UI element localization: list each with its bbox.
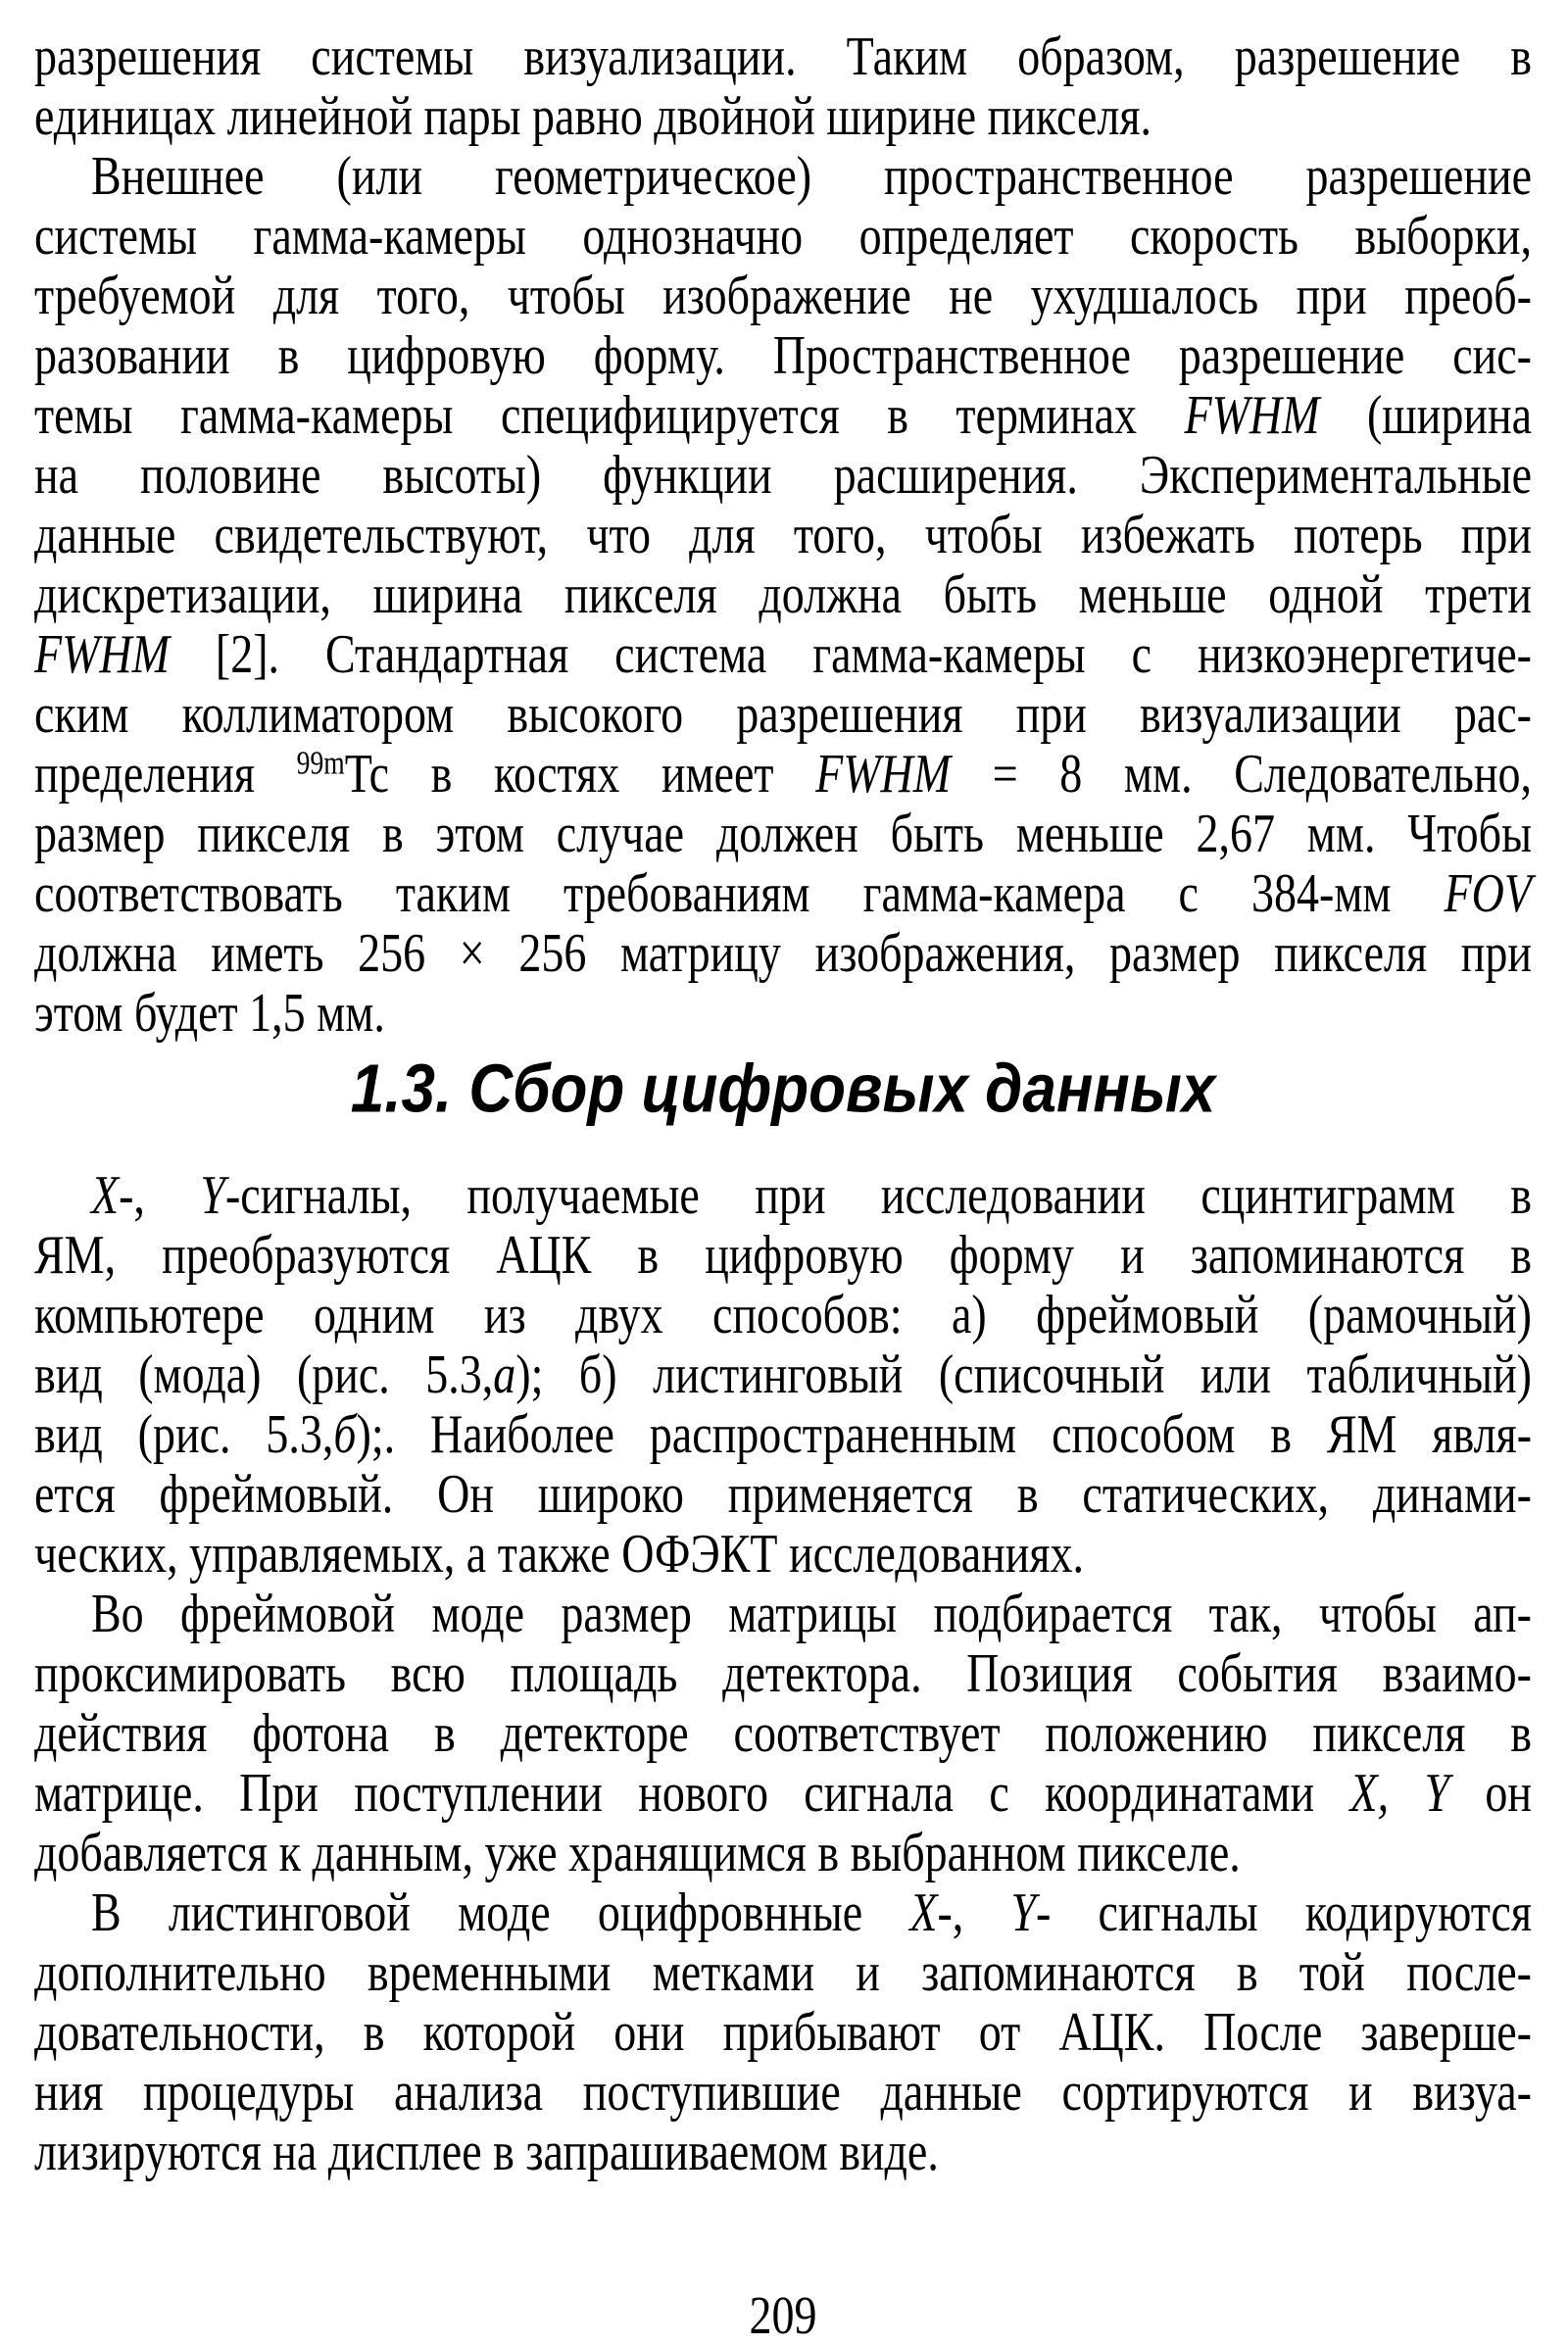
text-line: добавляется к данным, уже хранящимся в выбранном пикселе.	[34, 1822, 1241, 1883]
text-line: Во фреймовой моде размер матрицы подбирается так, чтобы ап-	[91, 1583, 1532, 1644]
text-line: дополнительно временными метками и запоминаются в той после-	[34, 1941, 1532, 2003]
paragraphs-before-heading	[34, 27, 1532, 1044]
text-line: требуемой для того, чтобы изображение не ухудшалось при преоб-	[34, 265, 1532, 326]
text-line: темы гамма-камеры специфицируется в терминах FWHM (ширина	[34, 384, 1532, 446]
text-line: проксимировать всю площадь детектора. Позиция события взаимо-	[34, 1642, 1532, 1704]
text-line: ется фреймовый. Он широко применяется в статических, динами-	[34, 1463, 1532, 1525]
text-line: действия фотона в детекторе соответствует положению пикселя в	[34, 1702, 1532, 1764]
text-line: ЯМ, преобразуются АЦК в цифровую форму и запоминаются в	[34, 1224, 1532, 1286]
text-line: на половине высоты) функции расширения. Экспериментальные	[34, 444, 1532, 506]
text-line: этом будет 1,5 мм.	[34, 982, 385, 1044]
text-line: размер пикселя в этом случае должен быть меньше 2,67 мм. Чтобы	[34, 803, 1532, 864]
text-line: разовании в цифровую форму. Пространственное разрешение сис-	[34, 324, 1532, 386]
text-line: В листинговой моде оцифровнные X-, Y- сигналы кодируются	[91, 1881, 1532, 1943]
text-line: разрешения системы визуализации. Таким образом, разрешение в	[34, 25, 1532, 87]
text-line: ским коллиматором высокого разрешения при визуализации рас-	[34, 683, 1532, 745]
text-line: довательности, в которой они прибывают от АЦК. После заверше-	[34, 2001, 1532, 2063]
section-heading: 1.3. Сбор цифровых данных	[350, 1051, 1216, 1128]
text-line: лизируются на дисплее в запрашиваемом виде.	[34, 2121, 939, 2182]
text-line: данные свидетельствуют, что для того, чтобы избежать потерь при	[34, 504, 1532, 565]
text-line: дискретизации, ширина пикселя должна быть меньше одной трети	[34, 563, 1532, 625]
page-number: 209	[749, 2284, 817, 2345]
text-line: системы гамма-камеры однозначно определяет скорость выборки,	[34, 205, 1532, 267]
paragraphs-after-heading	[34, 1166, 1532, 2182]
text-line: компьютере одним из двух способов: а) фреймовый (рамочный)	[34, 1284, 1532, 1345]
text-line: соответствовать таким требованиям гамма-камера с 384-мм FOV	[34, 862, 1532, 924]
text-line: вид (рис. 5.3,б);. Наиболее распространенным способом в ЯМ явля-	[34, 1403, 1533, 1465]
text-line: должна иметь 256 × 256 матрицу изображения, размер пикселя при	[34, 922, 1532, 984]
text-line: единицах линейной пары равно двойной ширине пикселя.	[34, 85, 1152, 147]
text-line: пределения $^{99m}$Tc в костях имеет FWHM = 8 мм. Следовательно,	[34, 743, 1532, 805]
text-line: вид (мода) (рис. 5.3,а); б) листинговый (списочный или табличный)	[34, 1343, 1532, 1405]
text-line: Внешнее (или геометрическое) пространственное разрешение	[91, 145, 1532, 207]
text-line: X-, Y-сигналы, получаемые при исследовании сцинтиграмм в	[91, 1164, 1532, 1226]
text-line: матрице. При поступлении нового сигнала с координатами X, Y он	[34, 1762, 1533, 1824]
text-line: ческих, управляемых, а также ОФЭКТ исследованиях.	[34, 1523, 1085, 1585]
text-line: ния процедуры анализа поступившие данные сортируются и визуа-	[34, 2061, 1532, 2123]
text-line: FWHM [2]. Стандартная система гамма-камеры с низкоэнергетиче-	[34, 623, 1532, 685]
